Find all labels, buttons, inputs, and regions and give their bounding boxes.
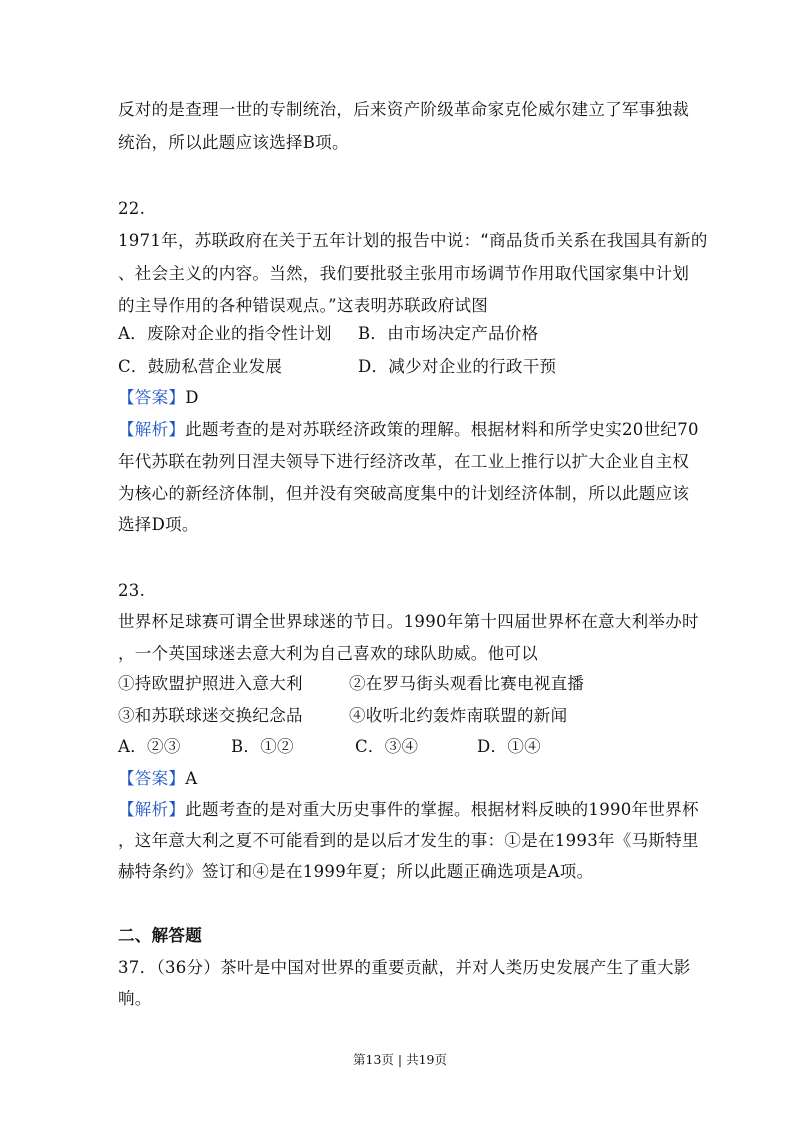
q23-analysis-line-1 [118,798,699,822]
q22-analysis-line-4: 选择D项。 [118,515,199,534]
intro-line-1: 反对的是查理一世的专制统治，后来资产阶级革命家克伦威尔建立了军事独裁 [118,100,690,119]
q23-stem-line-2: ，一个英国球迷去意大利为自己喜欢的球队助威。他可以 [118,644,538,663]
q23-item-1: ①持欧盟护照进入意大利 [118,674,303,693]
section-title: 二、解答题 [118,926,202,945]
q22-stem-line-2: 、社会主义的内容。当然，我们要批驳主张用市场调节作用取代国家集中计划 [118,264,690,283]
q22-quote-1: “商品货币关系在我国具有新的 [480,231,708,250]
q22-stem-3b: ”这表明苏联政府试图 [328,296,489,315]
q23-analysis-line-2: ，这年意大利之夏不可能看到的是以后才发生的事：①是在1993年《马斯特里 [118,831,699,850]
intro-line-2: 统治，所以此题应该选择B项。 [118,133,349,152]
q22-analysis-tag: 【解析】 [118,420,186,439]
q22-answer-value: D [185,388,199,407]
q23-item-3: ③和苏联球迷交换纪念品 [118,706,303,725]
q22-quote-3: 的主导作用的各种错误观点。 [118,296,329,315]
q23-items-row-1 [118,672,584,696]
q23-items-row-2 [118,704,567,728]
q23-stem-line-1: 世界杯足球赛可谓全世界球迷的节日。1990年第十四届世界杯在意大利举办时 [118,612,699,631]
q22-answer [118,386,199,410]
q22-analysis-line-2: 年代苏联在勃列日涅夫领导下进行经济改革，在工业上推行以扩大企业自主权 [118,452,690,471]
q23-option-c: C．③④ [355,737,419,756]
q37-line-1 [118,956,691,980]
q23-analysis-1: 此题考查的是对重大历史事件的掌握。根据材料反映的1990年世界杯 [185,800,699,819]
q22-stem-1a: 1971年，苏联政府在关于五年计划的报告中说： [118,231,481,250]
q37-line-2: 响。 [118,989,152,1008]
page-footer: 第13页 | 共19页 [353,1052,447,1067]
q22-stem-line-1 [118,229,708,253]
q23-number: 23. [118,581,146,600]
q22-analysis-line-3: 为核心的新经济体制，但并没有突破高度集中的计划经济体制，所以此题应该 [118,484,690,503]
q22-options-row-2 [118,355,556,379]
q22-answer-tag: 【答案】 [118,388,186,407]
q23-analysis-line-3: 赫特条约》签订和④是在1999年夏；所以此题正确选项是A项。 [118,862,594,881]
q37-stem: 茶叶是中国对世界的重要贡献，并对人类历史发展产生了重大影 [220,958,691,977]
q22-option-a: A．废除对企业的指令性计划 [118,324,332,343]
q23-option-d: D．①④ [477,737,541,756]
q22-option-c: C．鼓励私营企业发展 [118,357,283,376]
q22-analysis-line-1 [118,418,699,442]
q22-options-row-1 [118,322,538,346]
q22-option-b: B．由市场决定产品价格 [358,324,539,343]
q22-option-d: D．减少对企业的行政干预 [358,357,557,376]
q23-answer [118,767,197,791]
q23-option-b: B．①② [231,737,294,756]
q23-options-row [118,735,541,759]
q23-item-4: ④收听北约轰炸南联盟的新闻 [349,706,568,725]
q23-answer-tag: 【答案】 [118,769,186,788]
q23-option-a: A．②③ [118,737,181,756]
q23-answer-value: A [185,769,198,788]
q22-analysis-1: 此题考查的是对苏联经济政策的理解。根据材料和所学史实20世纪70 [185,420,699,439]
q22-number: 22. [118,199,146,218]
q37-number: 37．（36分） [118,958,221,977]
q23-analysis-tag: 【解析】 [118,800,186,819]
q23-item-2: ②在罗马街头观看比赛电视直播 [349,674,585,693]
q22-stem-line-3 [118,294,488,318]
